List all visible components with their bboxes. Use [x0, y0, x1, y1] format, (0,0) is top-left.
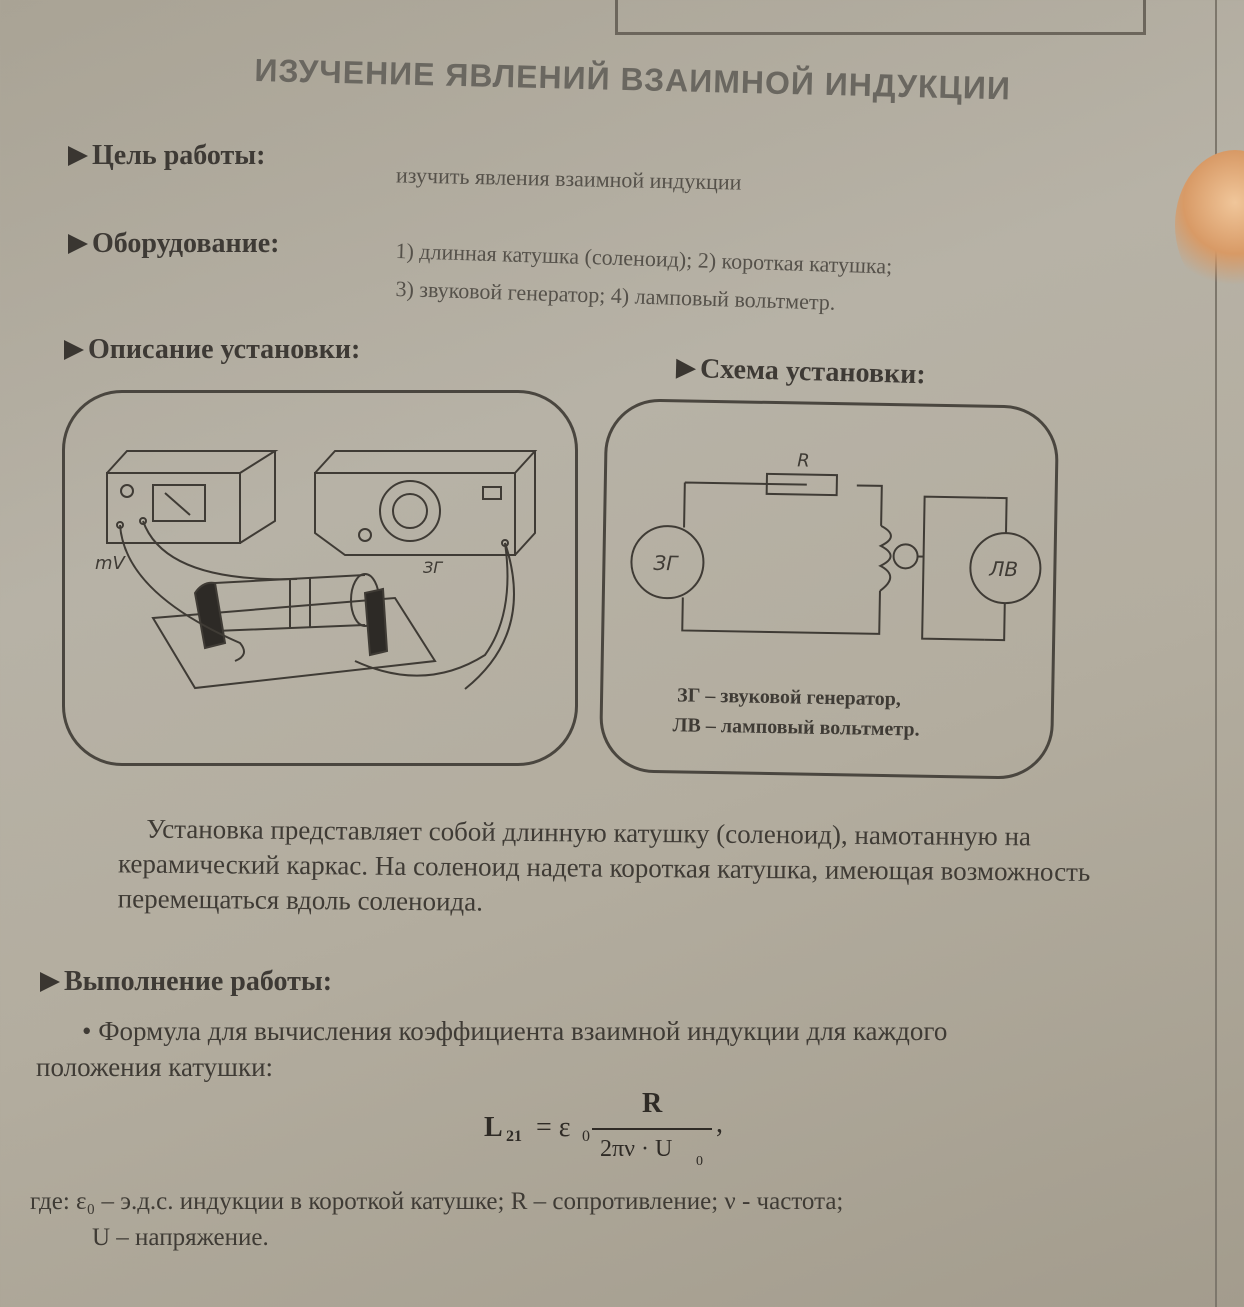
arrow-icon [64, 340, 84, 360]
coil-loop [893, 544, 917, 568]
gen-symbol-label: ЗГ [653, 550, 678, 576]
short-coil [290, 578, 310, 629]
procedure-bullet: • Формула для вычисления коэффициента взаимной индукции для каждого [82, 1016, 948, 1046]
formula [484, 1088, 744, 1178]
description-paragraph: Установка представляет собой длинную катушку (соленоид), намотанную на керамический каркас. На соленоид надета короткая катушка, имеющая возможность перемещаться вдоль соленоида. [117, 813, 1091, 917]
r-label: R [797, 450, 810, 472]
goal-heading [68, 140, 266, 172]
circuit-wire [682, 482, 882, 633]
voltmeter-needle [165, 493, 190, 515]
mv-label: mV [95, 553, 125, 574]
wire [143, 521, 297, 579]
scheme-panel [599, 398, 1059, 780]
zg-label: ЗГ [423, 558, 443, 577]
voltmeter-side [240, 451, 275, 543]
formula-lhs: L [484, 1112, 503, 1143]
equipment-line-1: 1) длинная катушка (соленоид); 2) короткая катушка; [395, 238, 893, 279]
page-title: ИЗУЧЕНИЕ ЯВЛЕНИЙ ВЗАИМНОЙ ИНДУКЦИИ [254, 52, 1012, 107]
generator-knob-icon [359, 529, 371, 541]
voltmeter-knob-icon [121, 485, 133, 497]
procedure-bullet-cont: положения катушки: [36, 1052, 274, 1082]
setup-panel [62, 390, 578, 766]
where-line-2: U – напряжение. [92, 1224, 269, 1251]
formula-tail: , [716, 1108, 723, 1139]
generator-indicator [483, 487, 501, 499]
support-left [195, 583, 225, 648]
circuit-diagram [604, 401, 1057, 679]
setup-label: Описание установки: [88, 334, 361, 365]
procedure-label: Выполнение работы: [64, 966, 333, 997]
generator-side [515, 451, 535, 555]
voltmeter-top [107, 451, 275, 473]
arrow-icon [68, 234, 88, 254]
voltmeter-box [107, 473, 240, 543]
generator-dial [380, 481, 440, 541]
generator-top [315, 451, 535, 473]
voltmeter-dial [153, 485, 205, 521]
scheme-heading [676, 353, 926, 392]
top-frame [615, 0, 1146, 35]
equipment-line-2: 3) звуковой генератор; 4) ламповый вольтметр. [395, 276, 836, 315]
equipment-heading [68, 228, 279, 260]
voltmeter-wire [916, 497, 986, 640]
equipment-label: Оборудование: [92, 228, 280, 259]
arrow-icon [40, 972, 60, 992]
setup-illustration [65, 393, 575, 763]
formula-numerator: R [642, 1088, 663, 1119]
volt-symbol-label: ЛВ [989, 556, 1019, 582]
legend-zg: ЗГ – звуковой генератор, [676, 684, 902, 711]
support-right [365, 589, 387, 655]
coil-symbol [880, 526, 891, 591]
generator-box [315, 473, 515, 555]
formula-lhs-sub: 21 [506, 1128, 522, 1145]
arrow-icon [68, 146, 88, 166]
arrow-icon [676, 359, 697, 380]
scheme-label: Схема установки: [699, 353, 927, 391]
formula-denominator: 2πν · U [600, 1136, 673, 1162]
setup-heading [64, 334, 360, 366]
procedure-heading [40, 966, 332, 998]
formula-den-sub: 0 [696, 1154, 703, 1169]
thumb [1175, 150, 1244, 300]
goal-value: изучить явления взаимной индукции [395, 162, 742, 195]
legend-lv: ЛВ – ламповый вольтметр. [672, 714, 920, 741]
base-board [153, 598, 435, 688]
fraction-bar [592, 1128, 712, 1130]
where-line-1: где: ε₀ – э.д.с. индукции в короткой катушке; R – сопротивление; ν - частота; [30, 1188, 844, 1215]
formula-eq: = ε [536, 1112, 571, 1143]
formula-eps-sub: 0 [582, 1128, 590, 1145]
generator-dial-inner [393, 494, 427, 528]
goal-label: Цель работы: [92, 140, 266, 171]
